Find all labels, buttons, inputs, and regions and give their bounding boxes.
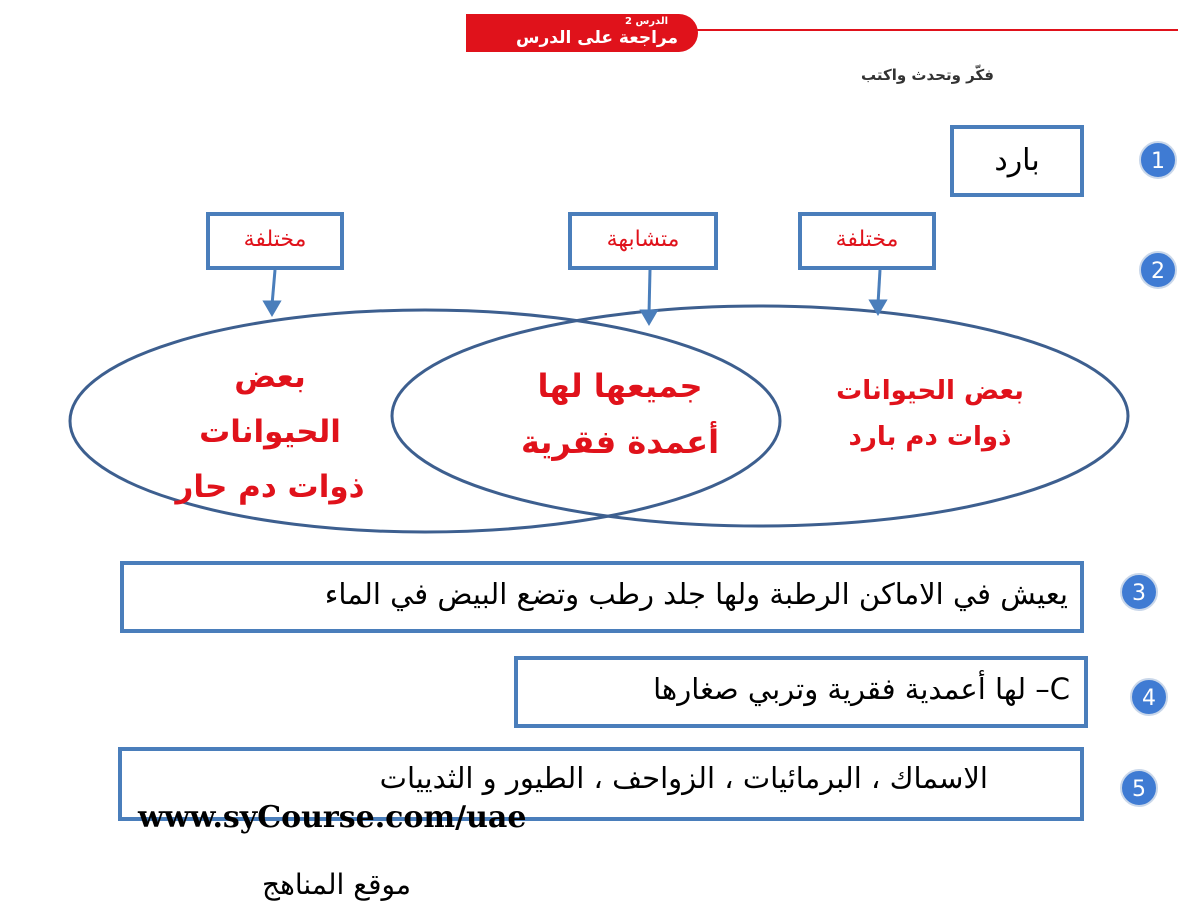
answer-3-text: يعيش في الاماكن الرطبة ولها جلد رطب وتضع البيض في الماء xyxy=(324,577,1068,611)
arrow-left-line xyxy=(272,270,275,305)
venn-right-line-2: ذوات دم بارد xyxy=(848,422,1012,452)
question-number-4: 4 xyxy=(1130,678,1168,716)
lesson-title: مراجعة على الدرس xyxy=(516,28,678,48)
answer-4-text: C– لها أعمدية فقرية وتربي صغارها xyxy=(653,672,1070,706)
site-name: موقع المناهج xyxy=(262,868,411,901)
answer-1-text: بارد xyxy=(994,143,1040,178)
answer-box-4 xyxy=(514,656,1088,728)
venn-right-line-1: بعض الحيوانات xyxy=(836,376,1024,406)
venn-left-line-3: ذوات دم حار xyxy=(175,469,365,505)
watermark-url: www.syCourse.com/uae xyxy=(138,800,527,835)
answer-box-3 xyxy=(120,561,1084,633)
lesson-number: الدرس 2 xyxy=(625,16,668,27)
question-number-2: 2 xyxy=(1139,251,1177,289)
venn-left-line-1: بعض xyxy=(234,359,306,395)
answer-5-text: الاسماك ، البرمائيات ، الزواحف ، الطيور و الثدييات xyxy=(379,761,988,795)
arrow-left-head xyxy=(265,302,279,314)
arrow-middle-line xyxy=(649,270,650,314)
label-different-left: مختلفة xyxy=(206,212,344,270)
venn-right-text xyxy=(810,368,1050,460)
venn-left-text xyxy=(150,350,390,515)
question-number-1: 1 xyxy=(1139,141,1177,179)
label-similar: متشابهة xyxy=(568,212,718,270)
question-number-5: 5 xyxy=(1120,769,1158,807)
arrow-middle-head xyxy=(642,311,656,323)
venn-middle-text xyxy=(500,358,740,470)
venn-middle-line-2: أعمدة فقرية xyxy=(520,423,720,461)
arrow-right-line xyxy=(878,270,880,304)
question-number-3: 3 xyxy=(1120,573,1158,611)
venn-middle-line-1: جميعها لها xyxy=(537,367,703,405)
venn-left-line-2: الحيوانات xyxy=(199,414,341,450)
label-different-right: مختلفة xyxy=(798,212,936,270)
instruction-text: فكّر وتحدث واكتب xyxy=(860,66,994,84)
